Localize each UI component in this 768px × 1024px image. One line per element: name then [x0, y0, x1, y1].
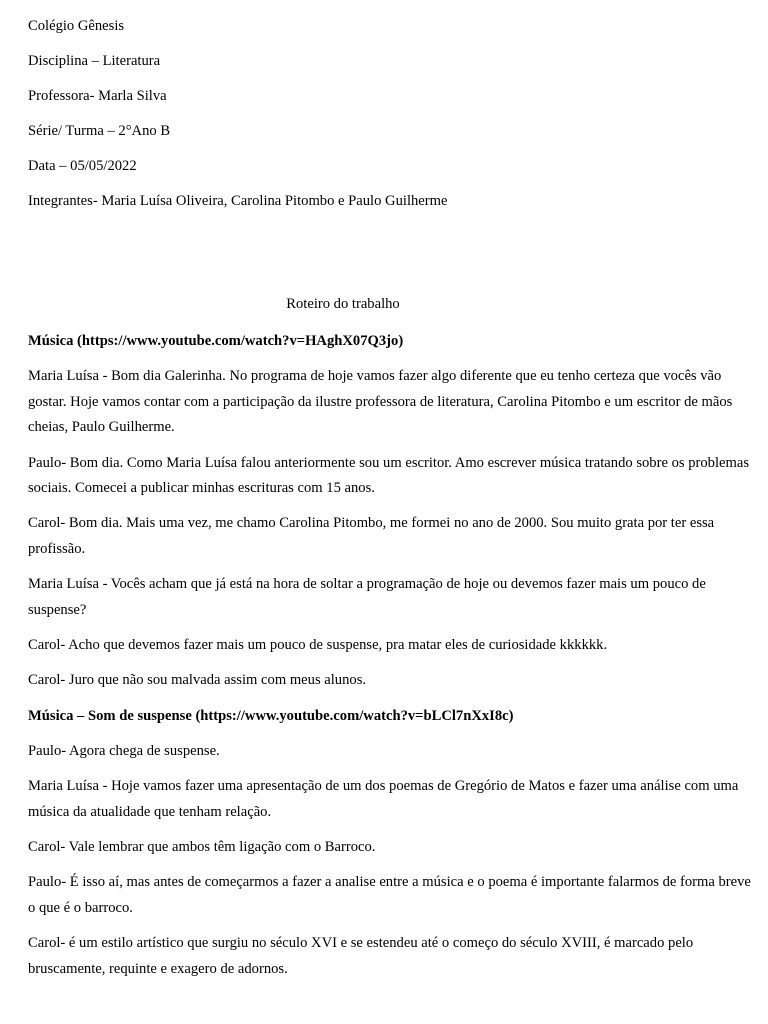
- music-cue: Música (https://www.youtube.com/watch?v=HAghX07Q3jo): [28, 333, 404, 349]
- dialogue-paragraph: Carol- Bom dia. Mais uma vez, me chamo Carolina Pitombo, me formei no ano de 2000. Sou muito grata por ter essa profissão.: [28, 515, 715, 557]
- teacher-line: Professora- Marla Silva: [28, 88, 167, 104]
- dialogue-paragraph: Maria Luísa - Hoje vamos fazer uma apresentação de um dos poemas de Gregório de Matos e fazer uma análise com uma música da atualidade que tenham relação.: [28, 778, 739, 820]
- document-header: [28, 16, 748, 226]
- class-line: Série/ Turma – 2°Ano B: [28, 123, 171, 139]
- dialogue-paragraph: Maria Luísa - Bom dia Galerinha. No programa de hoje vamos fazer algo diferente que eu tenho certeza que vocês vão gostar. Hoje vamos contar com a participação da ilustre professora de literatura, Carolina Pitombo e um escritor de mãos cheias, Paulo Guilherme.: [28, 368, 733, 436]
- date-line: Data – 05/05/2022: [28, 158, 137, 174]
- dialogue-paragraph: Maria Luísa - Vocês acham que já está na hora de soltar a programação de hoje ou devemos fazer mais um pouco de suspense?: [28, 576, 706, 618]
- dialogue-paragraph: Paulo- É isso aí, mas antes de começarmos a fazer a analise entre a música e o poema é importante falarmos de forma breve o que é o barroco.: [28, 874, 751, 916]
- dialogue-paragraph: Carol- Vale lembrar que ambos têm ligação com o Barroco.: [28, 838, 376, 855]
- dialogue-paragraph: Paulo- Agora chega de suspense.: [28, 742, 220, 759]
- school-name: Colégio Gênesis: [28, 18, 125, 34]
- dialogue-paragraph: Carol- Juro que não sou malvada assim com meus alunos.: [28, 672, 367, 689]
- dialogue-paragraph: Carol- Acho que devemos fazer mais um pouco de suspense, pra matar eles de curiosidade kkkkkk.: [28, 636, 608, 653]
- dialogue-paragraph: Paulo- Bom dia. Como Maria Luísa falou anteriormente sou um escritor. Amo escrever música tratando sobre os problemas sociais. Comecei a publicar minhas escrituras com 15 anos.: [28, 454, 749, 497]
- subject-line: Disciplina – Literatura: [28, 53, 161, 69]
- music-cue: Música – Som de suspense (https://www.youtube.com/watch?v=bLCl7nXxI8c): [28, 707, 514, 724]
- dialogue-paragraph: Carol- é um estilo artístico que surgiu no século XVI e se estendeu até o começo do século XVIII, é marcado pelo bruscamente, requinte e exagero de adornos.: [28, 935, 694, 977]
- script-body: [28, 329, 756, 982]
- members-line: Integrantes- Maria Luísa Oliveira, Carolina Pitombo e Paulo Guilherme: [28, 193, 448, 209]
- document-title: Roteiro do trabalho: [286, 296, 400, 312]
